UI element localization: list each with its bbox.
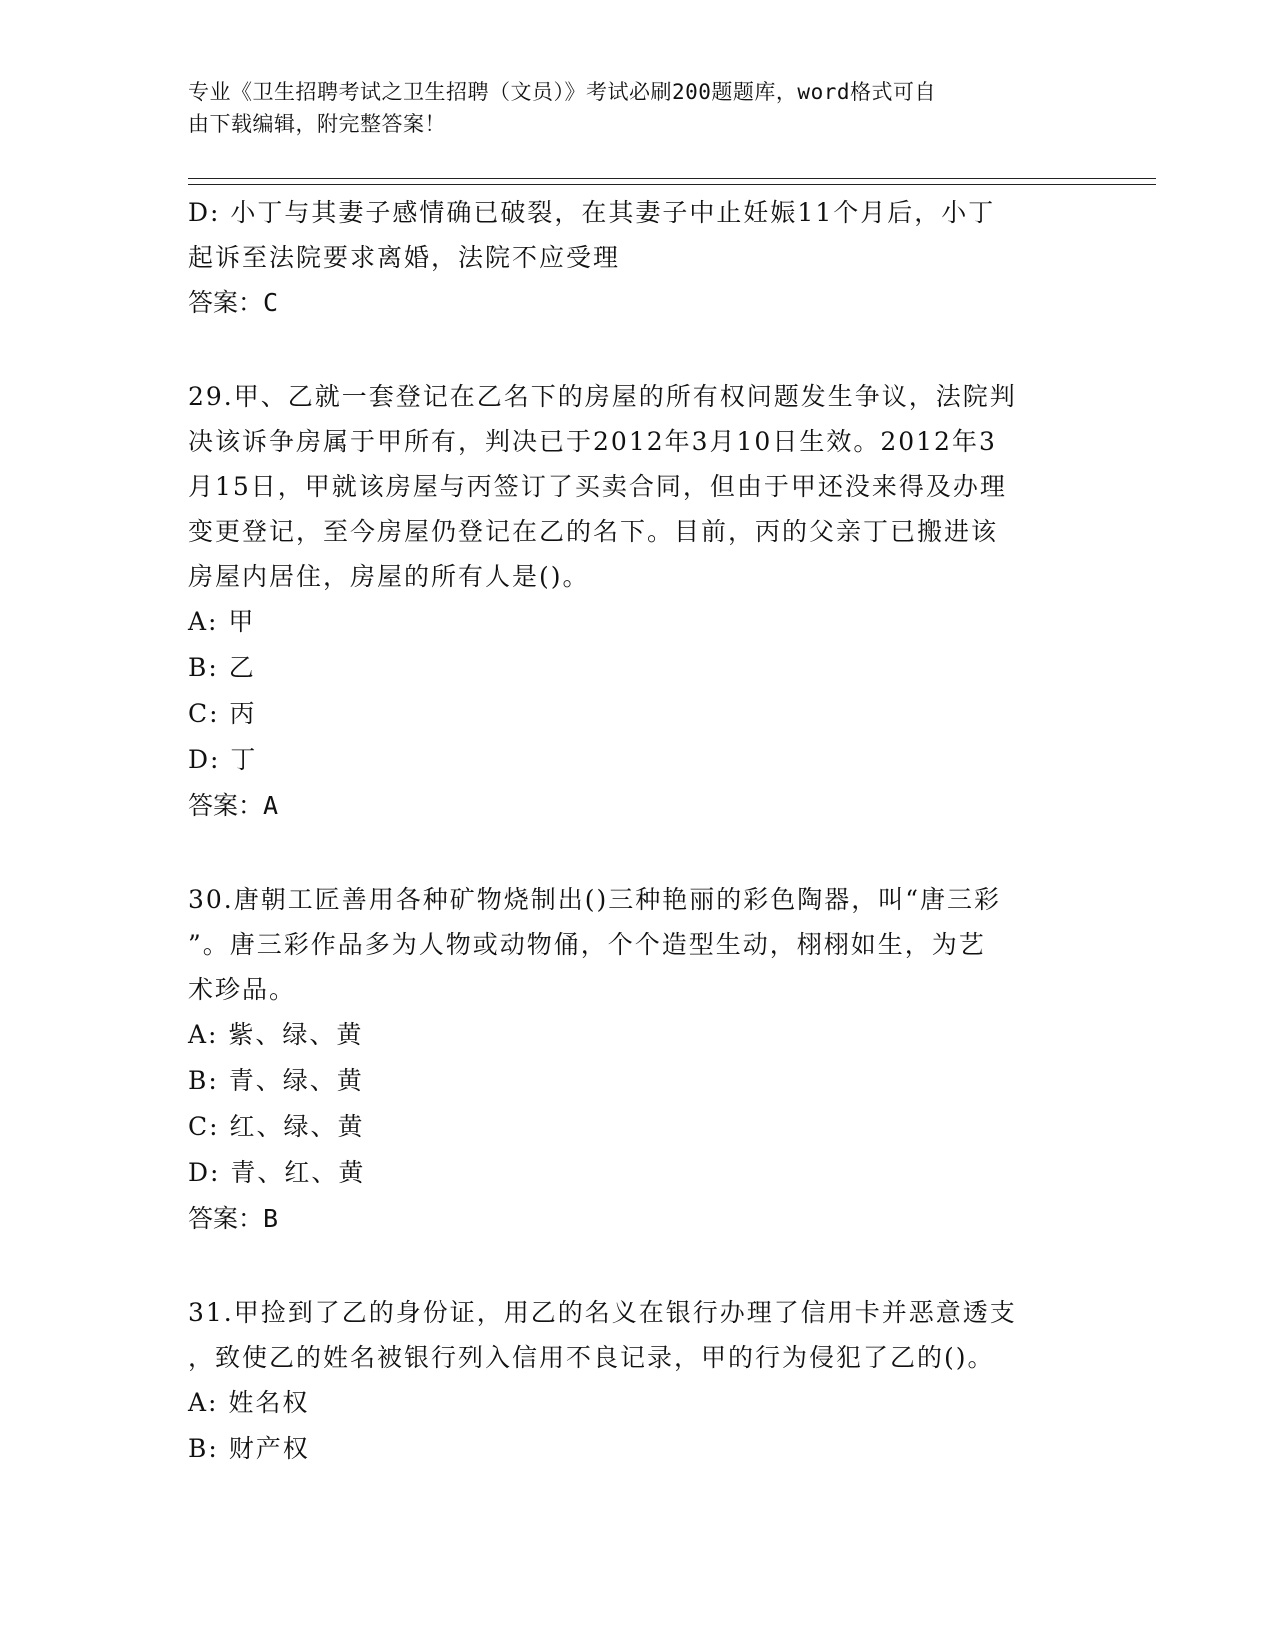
q30-option-a: A: 紫、绿、黄: [188, 1020, 364, 1049]
q30-text-line: 术珍品。: [188, 975, 297, 1004]
q29-option-a: A: 甲: [188, 607, 256, 636]
q31-option-b: B: 财产权: [188, 1434, 310, 1463]
q29-text-line: 月15日，甲就该房屋与丙签订了买卖合同，但由于甲还没来得及办理: [188, 472, 1007, 501]
q31-text-line: 31.甲捡到了乙的身份证，用乙的名义在银行办理了信用卡并恶意透支: [188, 1298, 1017, 1327]
q31-option-a: A: 姓名权: [188, 1388, 310, 1417]
q30-text-line: 30.唐朝工匠善用各种矿物烧制出()三种艳丽的彩色陶器，叫“唐三彩: [188, 885, 1002, 914]
document-header: [188, 76, 1068, 140]
q29-answer: 答案：A: [188, 791, 279, 820]
q29-text-line: 决该诉争房属于甲所有，判决已于2012年3月10日生效。2012年3: [188, 427, 997, 456]
prev-option-d-line-2: 起诉至法院要求离婚，法院不应受理: [188, 243, 621, 272]
header-divider-top: [188, 178, 1156, 179]
header-line-1: 专业《卫生招聘考试之卫生招聘（文员）》考试必刷200题题库，word格式可自: [188, 80, 936, 104]
q30-text-line: ”。唐三彩作品多为人物或动物俑，个个造型生动，栩栩如生，为艺: [188, 930, 986, 959]
header-divider-bottom: [188, 184, 1156, 185]
q29-text-line: 房屋内居住，房屋的所有人是()。: [188, 562, 590, 591]
q30-option-d: D: 青、红、黄: [188, 1158, 366, 1187]
prev-option-d-line-1: D: 小丁与其妻子感情确已破裂，在其妻子中止妊娠11个月后，小丁: [188, 198, 996, 227]
q31-text-line: ，致使乙的姓名被银行列入信用不良记录，甲的行为侵犯了乙的()。: [188, 1343, 995, 1372]
question-30: [188, 877, 1088, 1242]
question-29: [188, 374, 1088, 829]
q29-option-d: D: 丁: [188, 745, 258, 774]
question-31: [188, 1290, 1088, 1472]
q30-answer: 答案：B: [188, 1204, 279, 1233]
header-line-2: 由下载编辑，附完整答案！: [188, 112, 446, 136]
q29-option-b: B: 乙: [188, 653, 256, 682]
q29-option-c: C: 丙: [188, 699, 257, 728]
q29-text-line: 变更登记，至今房屋仍登记在乙的名下。目前，丙的父亲丁已搬进该: [188, 517, 999, 546]
document-body: [188, 190, 1088, 1472]
prev-question: [188, 190, 1088, 326]
q29-text-line: 29.甲、乙就一套登记在乙名下的房屋的所有权问题发生争议，法院判: [188, 382, 1017, 411]
q30-option-b: B: 青、绿、黄: [188, 1066, 364, 1095]
prev-answer: 答案：C: [188, 288, 279, 317]
q30-option-c: C: 红、绿、黄: [188, 1112, 365, 1141]
